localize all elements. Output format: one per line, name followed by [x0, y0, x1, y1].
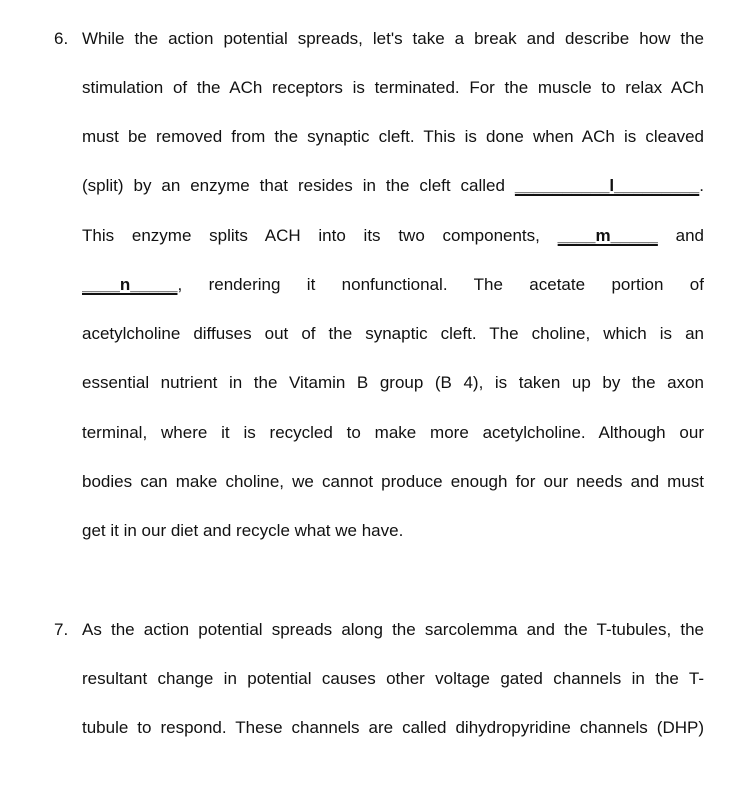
question-6-line-11: get it in our diet and recycle what we have. — [82, 521, 404, 540]
question-6-line-3: must be removed from the synaptic cleft. This is done when ACh is cleaved — [82, 127, 704, 146]
question-6-line-1: While the action potential spreads, let's take a break and describe how the — [82, 29, 704, 48]
question-6-line-4-text: (split) by an enzyme that resides in the cleft called — [82, 176, 515, 195]
question-6-line-9: terminal, where it is recycled to make more acetylcholine. Although our — [82, 423, 704, 442]
answer-blank-n: ____n_____ — [82, 275, 178, 294]
question-6-line-5 — [82, 226, 704, 246]
question-6-line-4-end: . — [699, 176, 704, 195]
question-7-line-1: As the action potential spreads along the sarcolemma and the T-tubules, the — [82, 620, 704, 639]
question-6-line-6 — [82, 275, 704, 295]
question-6-line-5-end: and — [657, 226, 704, 245]
question-6-line-2: stimulation of the ACh receptors is terminated. For the muscle to relax ACh — [82, 78, 704, 97]
question-6-number: 6. — [54, 29, 69, 48]
question-7-line-2: resultant change in potential causes other voltage gated channels in the T- — [82, 669, 704, 688]
question-6-line-8: essential nutrient in the Vitamin B group (B 4), is taken up by the axon — [82, 373, 704, 392]
question-6-line-7: acetylcholine diffuses out of the synaptic cleft. The choline, which is an — [82, 324, 704, 343]
question-6-line-6-text: , rendering it nonfunctional. The acetate portion of — [177, 275, 704, 294]
question-6-line-10: bodies can make choline, we cannot produce enough for our needs and must — [82, 472, 704, 491]
answer-blank-m: ____m_____ — [557, 226, 658, 245]
question-6-line-4 — [82, 176, 704, 196]
question-7-line-3: tubule to respond. These channels are called dihydropyridine channels (DHP) — [82, 718, 704, 737]
question-6-line-5-text: This enzyme splits ACH into its two components, — [82, 226, 558, 245]
answer-blank-l: __________l_________ — [514, 176, 700, 195]
question-7-number: 7. — [54, 620, 69, 639]
